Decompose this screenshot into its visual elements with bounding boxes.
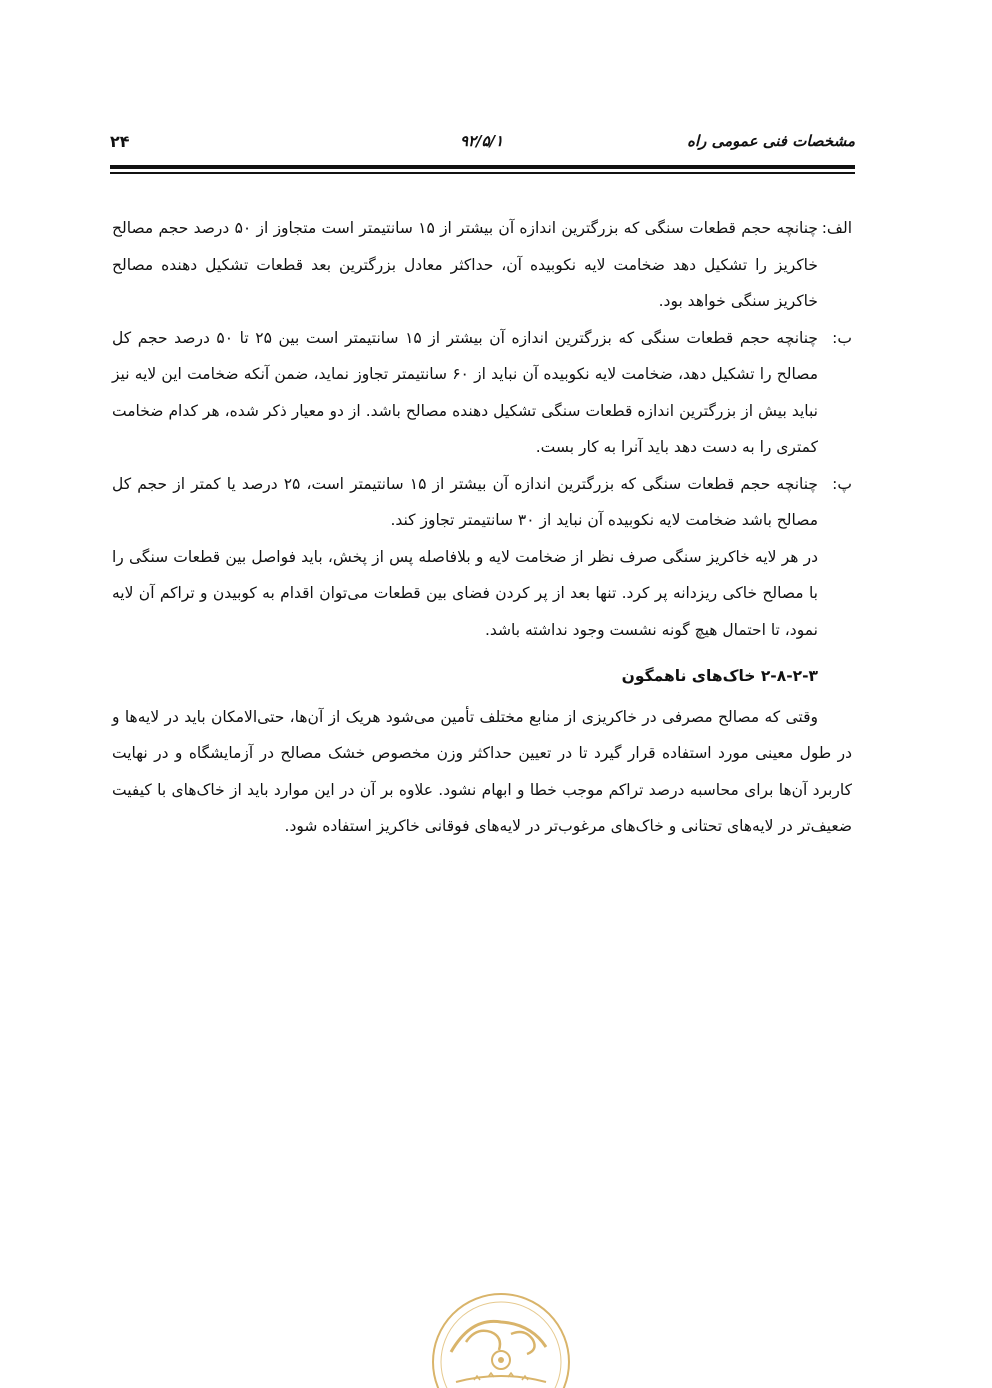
document-body: [112, 210, 852, 845]
section-heading: ۲-۸-۲-۳ خاک‌های ناهمگون: [621, 667, 818, 685]
list-item-text: چنانچه حجم قطعات سنگی که بزرگترین اندازه آن بیشتر از ۱۵ سانتیمتر است، ۲۵ درصد یا کمتر از حجم کل مصالح باشد ضخامت لایه نکوبیده آن نباید از ۳۰ سانتیمتر تجاوز کند.: [112, 474, 818, 529]
list-item-text: چنانچه حجم قطعات سنگی که بزرگترین اندازه آن بیشتر از ۱۵ سانتیمتر است متجاوز از ۵۰ درصد حجم مصالح خاکریز را تشکیل دهد ضخامت لایه نکوبیده آن، حداکثر معادل بزرگترین بعد قطعات تشکیل دهنده مصالح خاکریز سنگی خواهد بود.: [112, 219, 818, 310]
header-rule-thick: [110, 165, 855, 169]
list-item: [112, 466, 852, 539]
header-date: ۹۲/۵/۱: [460, 132, 504, 150]
page-header: [110, 128, 855, 158]
list-item: [112, 320, 852, 466]
header-rule-thin: [110, 172, 855, 174]
list-item-text: چنانچه حجم قطعات سنگی که بزرگترین اندازه آن بیشتر از ۱۵ سانتیمتر است بین ۲۵ تا ۵۰ درصد حجم کل مصالح را تشکیل دهد، ضخامت لایه نکوبیده آن نباید از ۶۰ سانتیمتر تجاوز نماید، ضمن آنکه ضخامت این لایه نیز نباید بیش از بزرگترین اندازه قطعات سنگی تشکیل دهنده مصالح باشد. از دو معیار ذکر شده، هر کدام ضخامت کمتری را به دست دهد باید آنرا به کار بست.: [112, 328, 818, 456]
note-paragraph: در هر لایه خاکریز سنگی صرف نظر از ضخامت لایه و بلافاصله پس از پخش، باید فواصل بین قطعات سنگی را با مصالح خاکی ریزدانه پر کرد. تنها بعد از پر کردن فضای بین قطعات می‌توان اقدام به کوبیدن و تراکم آن لایه نمود، تا احتمال هیچ گونه نشست وجود نداشته باشد.: [112, 547, 818, 639]
section-paragraph: وقتی که مصالح مصرفی در خاکریزی از منابع مختلف تأمین می‌شود هریک از آن‌ها، حتی‌الامکان باید در لایه‌ها و در طول معینی مورد استفاده قرار گیرد تا در تعیین حداکثر وزن مخصوص خشک مصالح در آزمایشگاه و در نهایت کاربرد آن‌ها برای محاسبه درصد تراکم موجب خطا و ابهام نشود. علاوه بر آن در این موارد باید از خاک‌های با کیفیت ضعیف‌تر در لایه‌های تحتانی و خاک‌های مرغوب‌تر در لایه‌های فوقانی خاکریز استفاده شود.: [112, 707, 852, 835]
page-number: ۲۴: [110, 132, 130, 151]
list-marker: پ:: [832, 474, 852, 493]
header-title: مشخصات فنی عمومی راه: [687, 132, 855, 150]
list-item: [112, 210, 852, 320]
seal-watermark-icon: [396, 1282, 606, 1388]
list-marker: الف:: [821, 219, 852, 237]
list-marker: ب:: [832, 328, 852, 347]
